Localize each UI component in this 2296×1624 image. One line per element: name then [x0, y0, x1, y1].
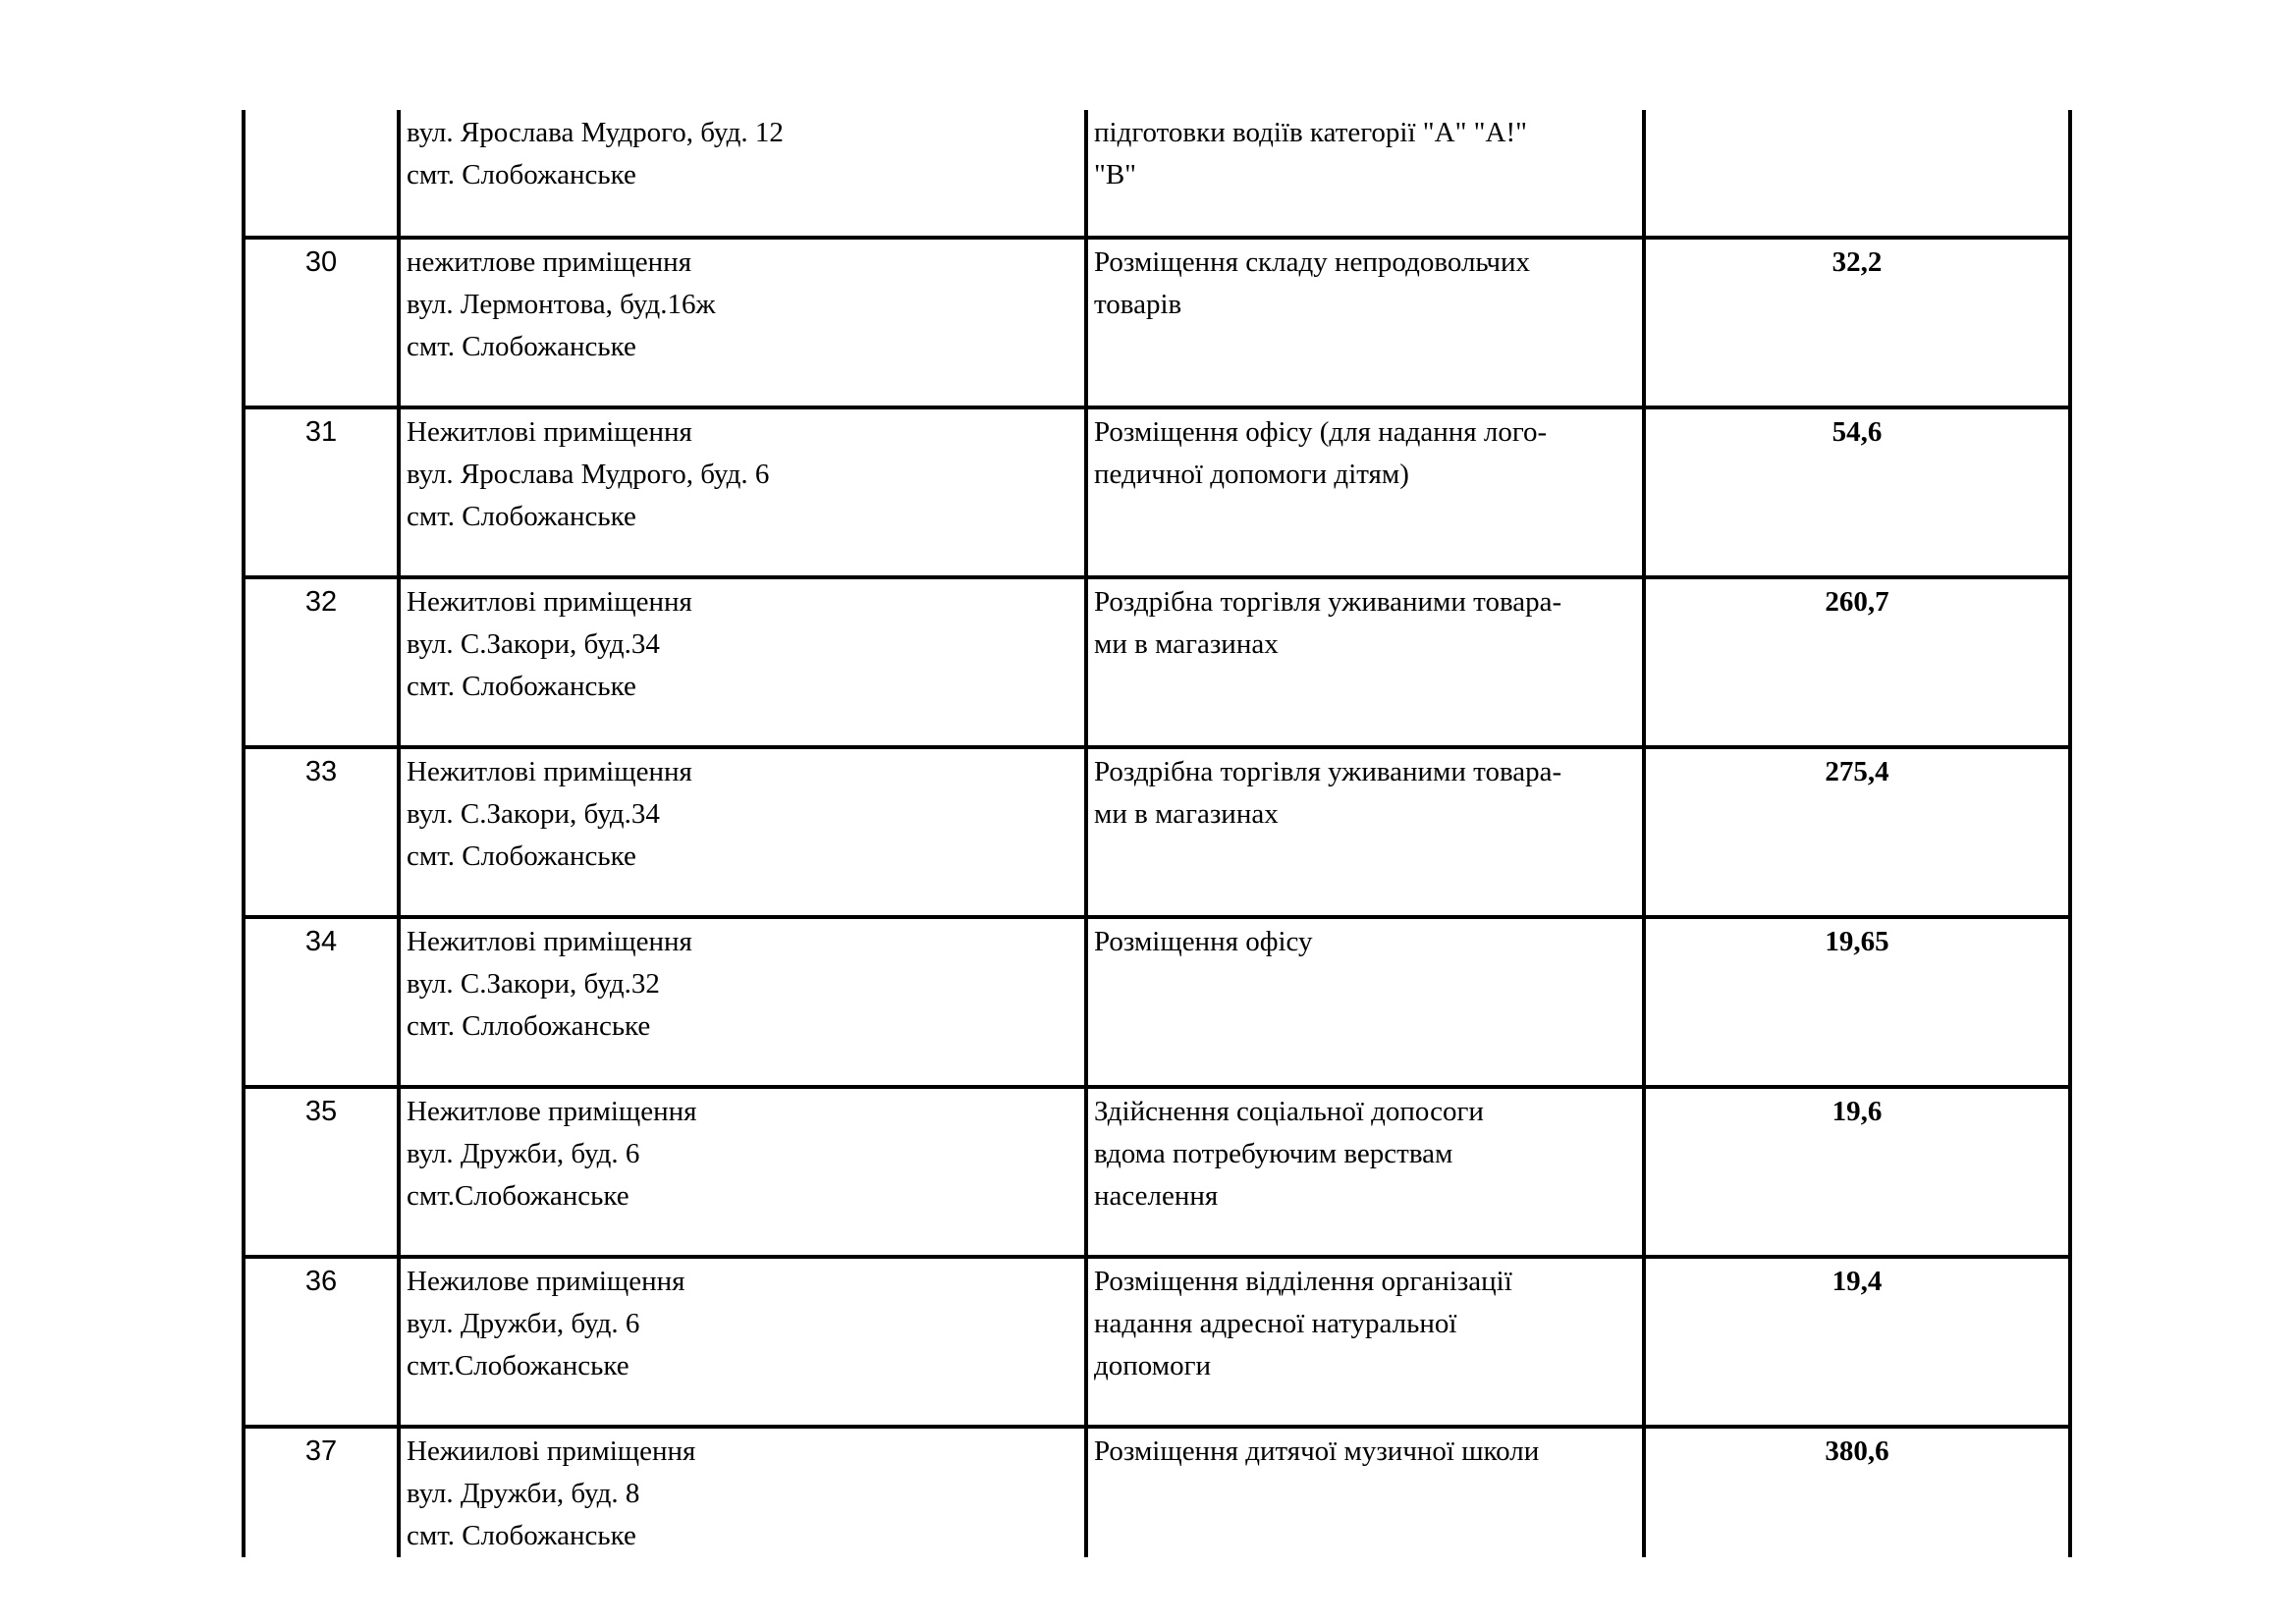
- purpose-line: Роздрібна торгівля уживаними товара-: [1094, 586, 1562, 618]
- address-line: смт.Слобожанське: [407, 1350, 629, 1381]
- purpose-line: підготовки водіїв категорії "А" "А!": [1094, 117, 1527, 148]
- row-number: 31: [304, 416, 338, 448]
- purpose-line: допомоги: [1094, 1350, 1211, 1381]
- cell-address: [399, 110, 1086, 238]
- purpose-line: населення: [1094, 1180, 1219, 1212]
- address-line: вул. Ярослава Мудрого, буд. 6: [407, 459, 770, 490]
- cell-purpose: [1086, 747, 1644, 917]
- cell-area: [1644, 577, 2070, 747]
- purpose-line: "В": [1094, 159, 1137, 190]
- cell-purpose: [1086, 917, 1644, 1087]
- purpose-line: Розміщення складу непродовольчих: [1094, 246, 1531, 278]
- address-line: вул. Дружби, буд. 6: [407, 1308, 640, 1339]
- cell-number: [244, 1257, 399, 1427]
- address-line: смт. Слобожанське: [407, 331, 636, 362]
- area-value: 32,2: [1831, 246, 1883, 278]
- cell-number: [244, 1427, 399, 1557]
- row-number: 33: [304, 756, 338, 787]
- cell-area: [1644, 1087, 2070, 1257]
- table-row: [244, 917, 2070, 1087]
- address-line: вул. Дружби, буд. 6: [407, 1138, 640, 1169]
- cell-purpose: [1086, 110, 1644, 238]
- table-row: [244, 577, 2070, 747]
- address-line: смт. Сллобожанське: [407, 1010, 651, 1042]
- row-number: 35: [304, 1096, 338, 1127]
- address-line: вул. Ярослава Мудрого, буд. 12: [407, 117, 784, 148]
- cell-area: [1644, 747, 2070, 917]
- cell-address: [399, 1257, 1086, 1427]
- address-line: Нежиилові приміщення: [407, 1435, 696, 1467]
- table-row: [244, 407, 2070, 577]
- row-number: 37: [304, 1435, 338, 1467]
- cell-address: [399, 577, 1086, 747]
- address-line: Нежилове приміщення: [407, 1266, 685, 1297]
- cell-purpose: [1086, 1427, 1644, 1557]
- purpose-line: Розміщення дитячої музичної школи: [1094, 1435, 1540, 1467]
- address-line: смт.Слобожанське: [407, 1180, 629, 1212]
- address-line: смт. Слобожанське: [407, 501, 636, 532]
- address-line: Нежитлові приміщення: [407, 586, 692, 618]
- address-line: вул. Лермонтова, буд.16ж: [407, 289, 716, 320]
- cell-purpose: [1086, 1087, 1644, 1257]
- table-row: [244, 238, 2070, 407]
- address-line: Нежитлові приміщення: [407, 416, 692, 448]
- area-value: 380,6: [1825, 1435, 1889, 1467]
- cell-area: [1644, 1257, 2070, 1427]
- row-number: 34: [304, 926, 338, 957]
- cell-address: [399, 917, 1086, 1087]
- cell-area: [1644, 238, 2070, 407]
- cell-area: [1644, 1427, 2070, 1557]
- cell-address: [399, 1427, 1086, 1557]
- address-line: Нежитлове приміщення: [407, 1096, 697, 1127]
- row-number: 30: [304, 246, 338, 278]
- address-line: смт. Слобожанське: [407, 671, 636, 702]
- cell-area: [1644, 110, 2070, 238]
- cell-address: [399, 747, 1086, 917]
- cell-number: [244, 407, 399, 577]
- purpose-line: Роздрібна торгівля уживаними товара-: [1094, 756, 1562, 787]
- cell-purpose: [1086, 238, 1644, 407]
- address-line: вул. Дружби, буд. 8: [407, 1478, 640, 1509]
- address-line: вул. С.Закори, буд.34: [407, 628, 660, 660]
- address-line: нежитлове приміщення: [407, 246, 692, 278]
- cell-area: [1644, 407, 2070, 577]
- cell-purpose: [1086, 407, 1644, 577]
- cell-number: [244, 577, 399, 747]
- cell-number: [244, 238, 399, 407]
- row-number: 32: [304, 586, 338, 618]
- address-line: Нежитлові приміщення: [407, 756, 692, 787]
- purpose-line: ми в магазинах: [1094, 628, 1279, 660]
- cell-address: [399, 407, 1086, 577]
- table-row: [244, 1427, 2070, 1557]
- cell-purpose: [1086, 1257, 1644, 1427]
- cell-address: [399, 1087, 1086, 1257]
- table-row: [244, 1257, 2070, 1427]
- purpose-line: надання адресної натуральної: [1094, 1308, 1457, 1339]
- area-value: 19,65: [1825, 926, 1889, 957]
- table-row: [244, 1087, 2070, 1257]
- area-value: 260,7: [1825, 586, 1889, 618]
- address-line: вул. С.Закори, буд.32: [407, 968, 660, 1000]
- cell-purpose: [1086, 577, 1644, 747]
- purpose-line: Розміщення офісу (для надання лого-: [1094, 416, 1548, 448]
- premises-table: [242, 110, 2072, 1557]
- address-line: смт. Слобожанське: [407, 1520, 636, 1551]
- area-value: [1646, 110, 2068, 112]
- cell-address: [399, 238, 1086, 407]
- area-value: 19,4: [1831, 1266, 1883, 1297]
- cell-number: [244, 1087, 399, 1257]
- address-line: Нежитлові приміщення: [407, 926, 692, 957]
- area-value: 54,6: [1831, 416, 1883, 448]
- area-value: 19,6: [1831, 1096, 1883, 1127]
- purpose-line: Розміщення відділення організації: [1094, 1266, 1512, 1297]
- cell-number: [244, 747, 399, 917]
- purpose-line: ми в магазинах: [1094, 798, 1279, 830]
- purpose-line: товарів: [1094, 289, 1182, 320]
- area-value: 275,4: [1825, 756, 1889, 787]
- address-line: смт. Слобожанське: [407, 840, 636, 872]
- purpose-line: Здійснення соціальної допосоги: [1094, 1096, 1484, 1127]
- address-line: смт. Слобожанське: [407, 159, 636, 190]
- cell-number: [244, 917, 399, 1087]
- cell-area: [1644, 917, 2070, 1087]
- table-row: [244, 747, 2070, 917]
- purpose-line: вдома потребуючим верствам: [1094, 1138, 1453, 1169]
- table-row-continuation: [244, 110, 2070, 238]
- row-number: 36: [304, 1266, 338, 1297]
- purpose-line: педичної допомоги дітям): [1094, 459, 1409, 490]
- cell-number: [244, 110, 399, 238]
- purpose-line: Розміщення офісу: [1094, 926, 1313, 957]
- address-line: вул. С.Закори, буд.34: [407, 798, 660, 830]
